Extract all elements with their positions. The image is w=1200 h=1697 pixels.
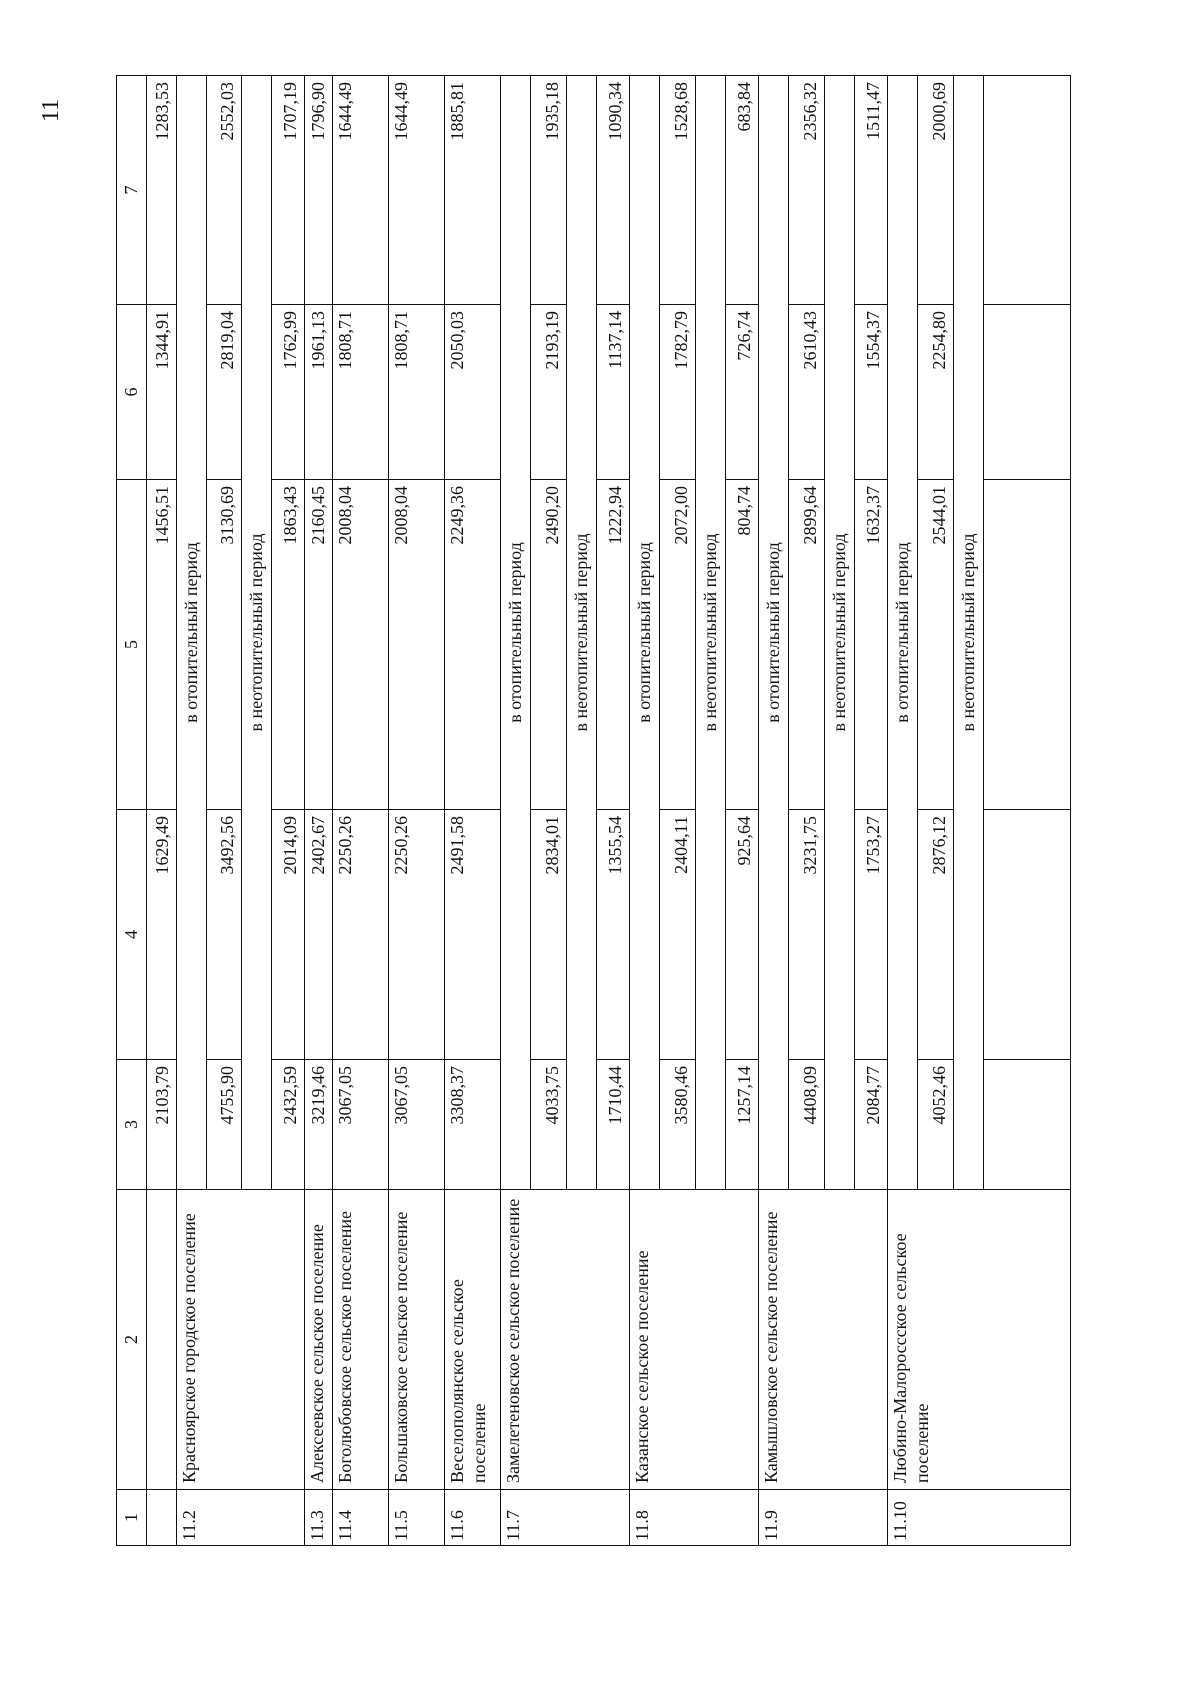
value-cell: 2544,01 [918, 480, 954, 810]
value-cell: 1935,18 [531, 76, 567, 305]
value-cell: 1137,14 [597, 305, 630, 480]
value-cell [984, 480, 1071, 810]
value-cell: 1222,94 [597, 480, 630, 810]
row-code: 11.10 [888, 1490, 1071, 1546]
value-cell: 2250,26 [333, 810, 389, 1060]
rotated-table-container [116, 76, 1071, 1546]
row-code [147, 1490, 177, 1546]
period-row [759, 76, 789, 1546]
value-cell: 1344,91 [147, 305, 177, 480]
value-cell: 2008,04 [389, 480, 445, 810]
value-cell: 1632,37 [855, 480, 888, 810]
row-code: 11.3 [305, 1490, 333, 1546]
value-cell [984, 810, 1071, 1060]
value-cell: 2834,01 [531, 810, 567, 1060]
period-row [501, 76, 531, 1546]
period-label: в неотопительный период [242, 76, 272, 1190]
value-cell: 1511,47 [855, 76, 888, 305]
value-cell: 925,64 [726, 810, 759, 1060]
value-cell: 1528,68 [660, 76, 696, 305]
row-name: Алексеевское сельское поселение [305, 1190, 333, 1490]
column-header: 6 [117, 305, 147, 480]
row-code: 11.7 [501, 1490, 630, 1546]
value-cell: 2356,32 [789, 76, 825, 305]
value-cell: 1753,27 [855, 810, 888, 1060]
value-cell: 3308,37 [445, 1060, 501, 1190]
period-row [630, 76, 660, 1546]
value-cell: 2899,64 [789, 480, 825, 810]
row-code: 11.4 [333, 1490, 389, 1546]
value-cell: 1090,34 [597, 76, 630, 305]
value-cell: 3492,56 [207, 810, 242, 1060]
value-cell: 1796,90 [305, 76, 333, 305]
table-row [445, 76, 501, 1546]
value-cell: 3067,05 [333, 1060, 389, 1190]
value-cell: 1762,99 [272, 305, 305, 480]
value-cell: 4408,09 [789, 1060, 825, 1190]
period-label: в отопительный период [501, 76, 531, 1190]
value-cell: 2103,79 [147, 1060, 177, 1190]
value-cell: 2000,69 [918, 76, 954, 305]
value-cell: 1456,51 [147, 480, 177, 810]
table-row [333, 76, 389, 1546]
value-cell [984, 1060, 1071, 1190]
row-code: 11.2 [177, 1490, 305, 1546]
row-name: Камышловское сельское поселение [759, 1190, 888, 1490]
row-name: Красноярское городское поселение [177, 1190, 305, 1490]
table-row [305, 76, 333, 1546]
period-label: в неотопительный период [825, 76, 855, 1190]
row-name: Замелетеновское сельское поселение [501, 1190, 630, 1490]
period-label: в отопительный период [630, 76, 660, 1190]
page-number: 11 [38, 98, 65, 122]
value-cell: 2250,26 [389, 810, 445, 1060]
row-code: 11.5 [389, 1490, 445, 1546]
value-cell: 2160,45 [305, 480, 333, 810]
row-name: Веселополянское сельское поселение [445, 1190, 501, 1490]
column-header: 7 [117, 76, 147, 305]
value-cell: 2876,12 [918, 810, 954, 1060]
period-row [888, 76, 918, 1546]
period-label: в неотопительный период [696, 76, 726, 1190]
value-cell: 2072,00 [660, 480, 696, 810]
value-cell: 3231,75 [789, 810, 825, 1060]
period-label: в неотопительный период [567, 76, 597, 1190]
value-cell: 3580,46 [660, 1060, 696, 1190]
value-cell: 1554,37 [855, 305, 888, 480]
tariff-table [116, 75, 1071, 1546]
row-name: Любино-Малороссское сельское поселение [888, 1190, 1071, 1490]
value-cell: 3130,69 [207, 480, 242, 810]
table-row [389, 76, 445, 1546]
value-cell: 2084,77 [855, 1060, 888, 1190]
value-cell: 2014,09 [272, 810, 305, 1060]
value-cell: 2404,11 [660, 810, 696, 1060]
column-header: 3 [117, 1060, 147, 1190]
value-cell: 726,74 [726, 305, 759, 480]
column-header: 4 [117, 810, 147, 1060]
period-row [177, 76, 207, 1546]
value-cell: 1644,49 [389, 76, 445, 305]
column-header: 2 [117, 1190, 147, 1490]
period-label: в неотопительный период [954, 76, 984, 1190]
value-cell: 683,84 [726, 76, 759, 305]
value-cell [984, 305, 1071, 480]
value-cell: 1885,81 [445, 76, 501, 305]
row-code: 11.8 [630, 1490, 759, 1546]
value-cell: 1283,53 [147, 76, 177, 305]
period-label: в отопительный период [177, 76, 207, 1190]
value-cell: 4755,90 [207, 1060, 242, 1190]
value-cell: 2819,04 [207, 305, 242, 480]
value-cell: 1355,54 [597, 810, 630, 1060]
value-cell: 804,74 [726, 480, 759, 810]
period-label: в отопительный период [759, 76, 789, 1190]
value-cell: 3067,05 [389, 1060, 445, 1190]
value-cell: 2432,59 [272, 1060, 305, 1190]
value-cell: 1961,13 [305, 305, 333, 480]
header-row [117, 76, 147, 1546]
row-name: Большаковское сельское поселение [389, 1190, 445, 1490]
value-cell [984, 76, 1071, 305]
column-header: 5 [117, 480, 147, 810]
column-header: 1 [117, 1490, 147, 1546]
value-cell: 4052,46 [918, 1060, 954, 1190]
row-name: Боголюбовское сельское поселение [333, 1190, 389, 1490]
value-cell: 1782,79 [660, 305, 696, 480]
value-cell: 2249,36 [445, 480, 501, 810]
row-code: 11.6 [445, 1490, 501, 1546]
value-cell: 2008,04 [333, 480, 389, 810]
value-cell: 2491,58 [445, 810, 501, 1060]
row-code: 11.9 [759, 1490, 888, 1546]
value-cell: 2610,43 [789, 305, 825, 480]
value-cell: 2490,20 [531, 480, 567, 810]
value-cell: 2402,67 [305, 810, 333, 1060]
value-cell: 3219,46 [305, 1060, 333, 1190]
row-name [147, 1190, 177, 1490]
value-cell: 1629,49 [147, 810, 177, 1060]
value-cell: 1257,14 [726, 1060, 759, 1190]
value-cell: 2193,19 [531, 305, 567, 480]
row-name: Казанское сельское поселение [630, 1190, 759, 1490]
value-cell: 2050,03 [445, 305, 501, 480]
value-cell: 1808,71 [389, 305, 445, 480]
value-cell: 2552,03 [207, 76, 242, 305]
table-row [147, 76, 177, 1546]
value-cell: 4033,75 [531, 1060, 567, 1190]
value-cell: 1710,44 [597, 1060, 630, 1190]
value-cell: 1863,43 [272, 480, 305, 810]
value-cell: 1808,71 [333, 305, 389, 480]
value-cell: 1644,49 [333, 76, 389, 305]
value-cell: 1707,19 [272, 76, 305, 305]
period-label: в отопительный период [888, 76, 918, 1190]
value-cell: 2254,80 [918, 305, 954, 480]
